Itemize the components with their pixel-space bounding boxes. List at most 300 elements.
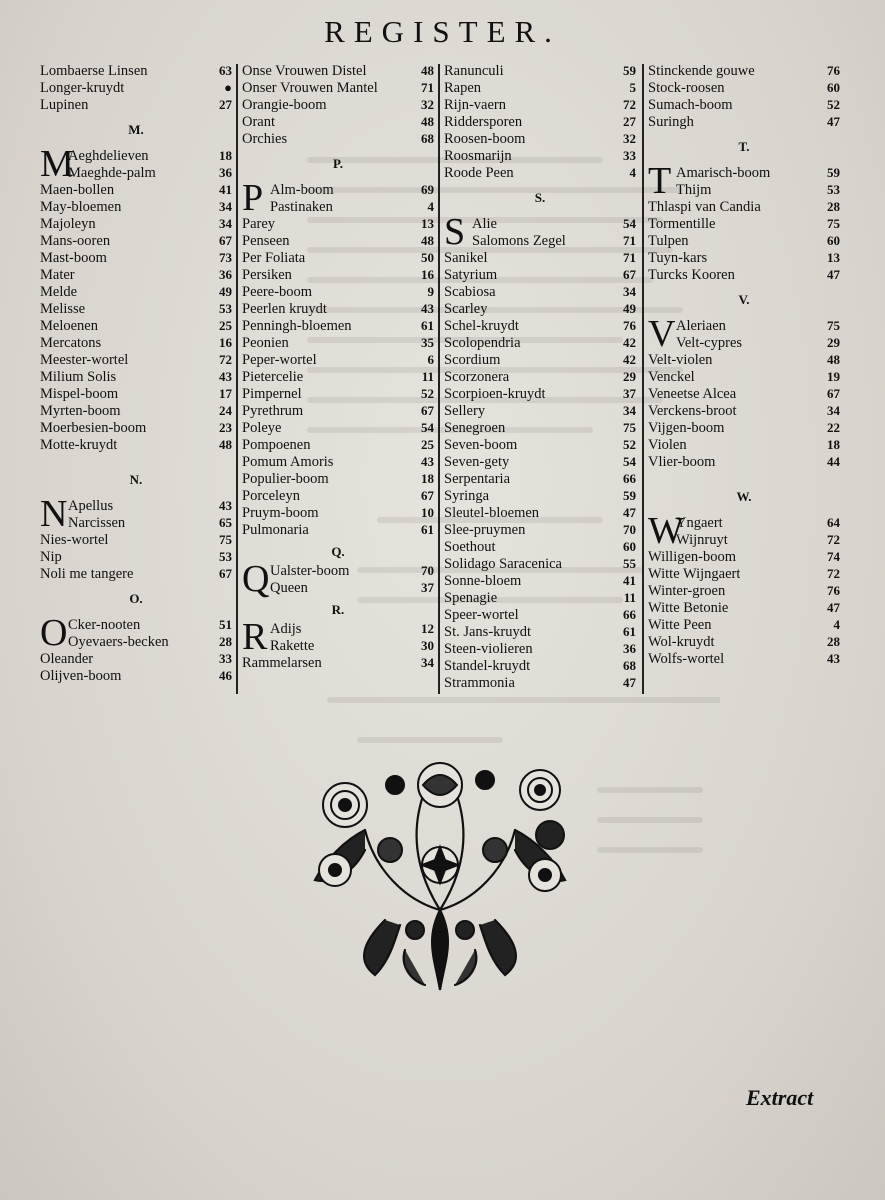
entry-name: Orchies: [242, 131, 288, 147]
index-entry: [40, 300, 232, 317]
column-rule: [438, 64, 440, 694]
entry-page-number: 36: [219, 267, 232, 282]
section-heading-P: P.: [333, 156, 343, 171]
drop-cap-block: [40, 143, 232, 185]
entry-name: Stock-roosen: [648, 80, 725, 96]
entry-name: Witte Peen: [648, 617, 712, 633]
index-entry: [444, 385, 636, 402]
index-entry: [648, 215, 840, 232]
entry-page-number: 4: [427, 199, 434, 214]
entry-name: Vlier-boom: [648, 454, 716, 470]
index-entry: [444, 266, 636, 283]
entry-list: [40, 531, 232, 582]
entry-page-number: 43: [421, 301, 434, 316]
index-entry: [270, 579, 434, 596]
entry-page-number: 11: [623, 590, 636, 605]
drop-cap-block: [40, 612, 232, 654]
entry-name: Aleriaen: [676, 318, 726, 334]
column-rule: [642, 64, 644, 694]
entry-name: Meloenen: [40, 318, 98, 334]
entry-name: Slee-pruymen: [444, 522, 526, 538]
entry-page-number: 28: [827, 199, 840, 214]
entry-page-number: 59: [623, 63, 636, 78]
section-heading-V: V.: [738, 292, 750, 307]
entry-page-number: 18: [219, 148, 232, 163]
entry-name: Parey: [242, 216, 276, 232]
entry-page-number: 34: [421, 655, 434, 670]
entry-name: Pimpernel: [242, 386, 302, 402]
drop-cap-entries: [268, 562, 434, 596]
index-entry: [40, 249, 232, 266]
entry-name: Penningh-bloemen: [242, 318, 352, 334]
entry-page-number: 34: [827, 403, 840, 418]
entry-page-number: 34: [623, 403, 636, 418]
index-entry: [270, 620, 434, 637]
entry-name: Scorzonera: [444, 369, 510, 385]
drop-cap: T: [648, 160, 672, 202]
entry-name: Tormentille: [648, 216, 716, 232]
entry-page-number: 59: [827, 165, 840, 180]
entry-name: Olijven-boom: [40, 668, 122, 684]
entry-name: Mater: [40, 267, 75, 283]
entry-page-number: 30: [421, 638, 434, 653]
entry-page-number: 27: [623, 114, 636, 129]
entry-name: Yngaert: [676, 515, 723, 531]
entry-page-number: 60: [827, 233, 840, 248]
entry-name: Seven-gety: [444, 454, 510, 470]
entry-name: Wol-kruydt: [648, 634, 715, 650]
section-heading-N: N.: [129, 472, 143, 487]
index-entry: [242, 300, 434, 317]
entry-page-number: 4: [833, 617, 840, 632]
index-entry: [68, 164, 232, 181]
drop-cap-block: [648, 160, 840, 202]
entry-page-number: 29: [623, 369, 636, 384]
entry-page-number: 25: [421, 437, 434, 452]
entry-name: Pastinaken: [270, 199, 333, 215]
drop-cap: O: [40, 612, 68, 654]
index-entry: [444, 419, 636, 436]
index-entry: [40, 667, 232, 684]
index-entry: [270, 562, 434, 579]
entry-page-number: 73: [219, 250, 232, 265]
entry-page-number: 43: [219, 498, 232, 513]
entry-page-number: 36: [623, 641, 636, 656]
entry-list: [648, 548, 840, 667]
entry-page-number: 54: [623, 216, 636, 231]
entry-name: Turcks Kooren: [648, 267, 735, 283]
section-heading-O: O.: [129, 591, 143, 606]
index-entry: [648, 419, 840, 436]
index-entry: [40, 283, 232, 300]
entry-name: Pyrethrum: [242, 403, 304, 419]
entry-page-number: 66: [623, 471, 636, 486]
entry-page-number: 28: [827, 634, 840, 649]
entry-name: Soethout: [444, 539, 496, 555]
entry-page-number: 76: [827, 63, 840, 78]
drop-cap: Q: [242, 558, 270, 600]
entry-name: Scordium: [444, 352, 501, 368]
index-entry: [444, 79, 636, 96]
drop-cap: V: [648, 313, 676, 355]
entry-name: Vijgen-boom: [648, 420, 725, 436]
entry-list: [444, 249, 636, 691]
index-column-2: [242, 62, 434, 671]
entry-page-number: 4: [629, 165, 636, 180]
entry-page-number: 67: [421, 403, 434, 418]
index-entry: [242, 487, 434, 504]
entry-page-number: 55: [623, 556, 636, 571]
entry-name: Veneetse Alcea: [648, 386, 737, 402]
entry-list: [444, 62, 636, 181]
entry-page-number: 47: [827, 267, 840, 282]
entry-name: Roosmarijn: [444, 148, 512, 164]
entry-list: [242, 654, 434, 671]
entry-page-number: 74: [827, 549, 840, 564]
entry-name: Lupinen: [40, 97, 89, 113]
entry-page-number: 68: [623, 658, 636, 673]
entry-name: Satyrium: [444, 267, 498, 283]
entry-name: Mispel-boom: [40, 386, 119, 402]
entry-name: Sonne-bloem: [444, 573, 522, 589]
index-entry: [676, 514, 840, 531]
entry-name: Venckel: [648, 369, 695, 385]
entry-name: Wolfs-wortel: [648, 651, 725, 667]
drop-cap: M: [40, 143, 74, 185]
entry-name: Suringh: [648, 114, 694, 130]
entry-name: Willigen-boom: [648, 549, 737, 565]
index-entry: [270, 181, 434, 198]
index-entry: [648, 633, 840, 650]
entry-page-number: 42: [623, 335, 636, 350]
section-heading-T: T.: [738, 139, 750, 154]
drop-cap: W: [648, 510, 684, 552]
index-entry: [242, 351, 434, 368]
entry-name: Steen-violieren: [444, 641, 533, 657]
entry-name: Sumach-boom: [648, 97, 733, 113]
entry-name: Peere-boom: [242, 284, 313, 300]
index-entry: [676, 334, 840, 351]
index-entry: [648, 232, 840, 249]
index-entry: [444, 470, 636, 487]
entry-page-number: 6: [427, 352, 434, 367]
entry-page-number: 9: [427, 284, 434, 299]
index-entry: [676, 531, 840, 548]
entry-page-number: 75: [827, 216, 840, 231]
index-entry: [270, 637, 434, 654]
entry-page-number: 48: [421, 63, 434, 78]
index-entry: [648, 198, 840, 215]
index-entry: [444, 147, 636, 164]
entry-name: Ualster-boom: [270, 563, 350, 579]
index-entry: [648, 616, 840, 633]
index-entry: [242, 215, 434, 232]
index-entry: [242, 504, 434, 521]
entry-page-number: 43: [421, 454, 434, 469]
entry-page-number: 60: [623, 539, 636, 554]
entry-page-number: 72: [623, 97, 636, 112]
entry-page-number: 16: [219, 335, 232, 350]
index-entry: [242, 283, 434, 300]
index-entry: [40, 385, 232, 402]
index-entry: [40, 419, 232, 436]
entry-name: Witte Betonie: [648, 600, 729, 616]
index-entry: [648, 453, 840, 470]
index-entry: [648, 266, 840, 283]
entry-page-number: 53: [827, 182, 840, 197]
entry-name: Melde: [40, 284, 78, 300]
index-entry: [242, 385, 434, 402]
section-heading-M: M.: [128, 122, 144, 137]
entry-page-number: 48: [421, 114, 434, 129]
entry-list: [242, 62, 434, 147]
entry-name: Milium Solis: [40, 369, 117, 385]
entry-name: Scabiosa: [444, 284, 496, 300]
entry-list: [40, 650, 232, 684]
entry-name: Pietercelie: [242, 369, 304, 385]
entry-page-number: 42: [623, 352, 636, 367]
index-entry: [242, 402, 434, 419]
entry-page-number: 76: [623, 318, 636, 333]
entry-name: Roosen-boom: [444, 131, 526, 147]
index-entry: [68, 147, 232, 164]
entry-name: May-bloemen: [40, 199, 122, 215]
entry-name: Rijn-vaern: [444, 97, 507, 113]
entry-name: Riddersporen: [444, 114, 523, 130]
index-entry: [40, 402, 232, 419]
entry-name: Winter-groen: [648, 583, 726, 599]
entry-page-number: 70: [623, 522, 636, 537]
entry-page-number: 52: [623, 437, 636, 452]
entry-page-number: 11: [421, 369, 434, 384]
entry-name: Myrten-boom: [40, 403, 121, 419]
index-entry: [444, 113, 636, 130]
index-entry: [242, 419, 434, 436]
entry-page-number: 16: [421, 267, 434, 282]
index-entry: [40, 232, 232, 249]
entry-page-number: 53: [219, 549, 232, 564]
index-entry: [242, 521, 434, 538]
register-title: REGISTER.: [324, 14, 561, 49]
entry-name: Peonien: [242, 335, 289, 351]
entry-page-number: 48: [827, 352, 840, 367]
entry-name: Roode Peen: [444, 165, 514, 181]
entry-page-number: 41: [623, 573, 636, 588]
index-entry: [444, 623, 636, 640]
index-entry: [242, 654, 434, 671]
entry-name: Lombaerse Linsen: [40, 63, 148, 79]
entry-name: Schel-kruydt: [444, 318, 519, 334]
drop-cap-block: [242, 177, 434, 219]
entry-name: Sanikel: [444, 250, 488, 266]
section-heading-Q: Q.: [331, 544, 345, 559]
entry-name: Meester-wortel: [40, 352, 129, 368]
entry-name: Porceleyn: [242, 488, 300, 504]
entry-name: Rammelarsen: [242, 655, 322, 671]
section-heading-R: R.: [331, 602, 345, 617]
index-entry: [676, 164, 840, 181]
index-entry: [242, 62, 434, 79]
entry-page-number: 33: [623, 148, 636, 163]
index-entry: [242, 232, 434, 249]
index-entry: [444, 674, 636, 691]
entry-page-number: 41: [219, 182, 232, 197]
index-entry: [648, 385, 840, 402]
entry-page-number: 75: [827, 318, 840, 333]
entry-page-number: 68: [421, 131, 434, 146]
entry-page-number: 43: [827, 651, 840, 666]
index-entry: [648, 249, 840, 266]
index-entry: [444, 300, 636, 317]
entry-page-number: 47: [827, 600, 840, 615]
index-entry: [444, 538, 636, 555]
index-entry: [444, 589, 636, 606]
entry-name: St. Jans-kruydt: [444, 624, 531, 640]
index-entry: [242, 79, 434, 96]
entry-page-number: 35: [421, 335, 434, 350]
entry-name: Strammonia: [444, 675, 515, 691]
entry-name: Orant: [242, 114, 276, 130]
index-entry: [444, 657, 636, 674]
entry-page-number: 71: [421, 80, 434, 95]
entry-name: Mans-ooren: [40, 233, 111, 249]
entry-name: Nies-wortel: [40, 532, 109, 548]
entry-name: Penseen: [242, 233, 290, 249]
entry-name: Nip: [40, 549, 62, 565]
index-entry: [444, 402, 636, 419]
entry-page-number: 75: [219, 532, 232, 547]
index-entry: [648, 402, 840, 419]
entry-page-number: 48: [219, 437, 232, 452]
entry-page-number: 32: [421, 97, 434, 112]
entry-name: Sleutel-bloemen: [444, 505, 540, 521]
entry-page-number: 29: [827, 335, 840, 350]
entry-page-number: 37: [623, 386, 636, 401]
index-entry: [270, 198, 434, 215]
entry-page-number: 18: [421, 471, 434, 486]
entry-page-number: 49: [219, 284, 232, 299]
entry-list: [40, 181, 232, 453]
index-entry: [40, 62, 232, 79]
index-entry: [68, 616, 232, 633]
entry-page-number: 46: [219, 668, 232, 683]
entry-page-number: 34: [623, 284, 636, 299]
entry-name: Per Foliata: [242, 250, 306, 266]
entry-page-number: 75: [623, 420, 636, 435]
entry-page-number: 19: [827, 369, 840, 384]
index-entry: [444, 62, 636, 79]
entry-name: Wijnruyt: [676, 532, 728, 548]
entry-name: Velt-violen: [648, 352, 713, 368]
entry-page-number: 34: [219, 216, 232, 231]
index-entry: [444, 453, 636, 470]
entry-page-number: 61: [421, 318, 434, 333]
entry-page-number: 51: [219, 617, 232, 632]
entry-name: Mercatons: [40, 335, 102, 351]
entry-page-number: 72: [827, 566, 840, 581]
index-entry: [444, 521, 636, 538]
entry-name: Maeghde-palm: [68, 165, 156, 181]
entry-name: Amarisch-boom: [676, 165, 771, 181]
entry-page-number: 59: [623, 488, 636, 503]
index-entry: [648, 582, 840, 599]
entry-page-number: 33: [219, 651, 232, 666]
index-entry: [242, 436, 434, 453]
entry-page-number: 37: [421, 580, 434, 595]
index-entry: [40, 650, 232, 667]
entry-page-number: 28: [219, 634, 232, 649]
index-entry: [676, 181, 840, 198]
drop-cap-entries: [66, 497, 232, 531]
entry-page-number: 71: [623, 250, 636, 265]
index-entry: [40, 351, 232, 368]
index-column-3: [444, 62, 636, 691]
entry-name: Pulmonaria: [242, 522, 309, 538]
index-entry: [68, 514, 232, 531]
entry-page-number: 69: [421, 182, 434, 197]
entry-page-number: 17: [219, 386, 232, 401]
catchword: Extract: [746, 1085, 814, 1110]
entry-name: Alm-boom: [270, 182, 334, 198]
entry-name: Senegroen: [444, 420, 506, 436]
entry-page-number: 72: [827, 532, 840, 547]
entry-page-number: 48: [421, 233, 434, 248]
index-entry: [648, 79, 840, 96]
entry-name: Mast-boom: [40, 250, 107, 266]
entry-page-number: 32: [623, 131, 636, 146]
index-entry: [242, 470, 434, 487]
index-entry: [40, 266, 232, 283]
entry-page-number: 70: [421, 563, 434, 578]
entry-list: [40, 62, 232, 113]
entry-name: Oleander: [40, 651, 94, 667]
index-entry: [648, 96, 840, 113]
entry-name: Noli me tangere: [40, 566, 134, 582]
entry-page-number: 12: [421, 621, 434, 636]
index-column-4: [648, 62, 840, 667]
entry-page-number: 50: [421, 250, 434, 265]
index-entry: [648, 599, 840, 616]
entry-page-number: 72: [219, 352, 232, 367]
entry-name: Apellus: [68, 498, 114, 514]
index-entry: [648, 351, 840, 368]
entry-name: Standel-kruydt: [444, 658, 531, 674]
entry-name: Rakette: [270, 638, 315, 654]
drop-cap: R: [242, 616, 268, 658]
entry-name: Stinckende gouwe: [648, 63, 755, 79]
index-entry: [648, 548, 840, 565]
index-entry: [444, 164, 636, 181]
entry-name: Alie: [472, 216, 497, 232]
entry-name: Serpentaria: [444, 471, 511, 487]
entry-name: Thijm: [676, 182, 712, 198]
entry-list: [648, 351, 840, 470]
entry-name: Scorpioen-kruydt: [444, 386, 546, 402]
drop-cap-block: [648, 313, 840, 355]
entry-list: [648, 198, 840, 283]
drop-cap-entries: [674, 164, 840, 198]
drop-cap-block: [444, 211, 636, 253]
index-entry: [40, 334, 232, 351]
entry-page-number: 44: [827, 454, 840, 469]
entry-page-number: 66: [623, 607, 636, 622]
index-entry: [444, 640, 636, 657]
index-entry: [242, 96, 434, 113]
entry-page-number: 52: [421, 386, 434, 401]
entry-page-number: 71: [623, 233, 636, 248]
entry-page-number: 54: [623, 454, 636, 469]
drop-cap-entries: [66, 616, 232, 650]
